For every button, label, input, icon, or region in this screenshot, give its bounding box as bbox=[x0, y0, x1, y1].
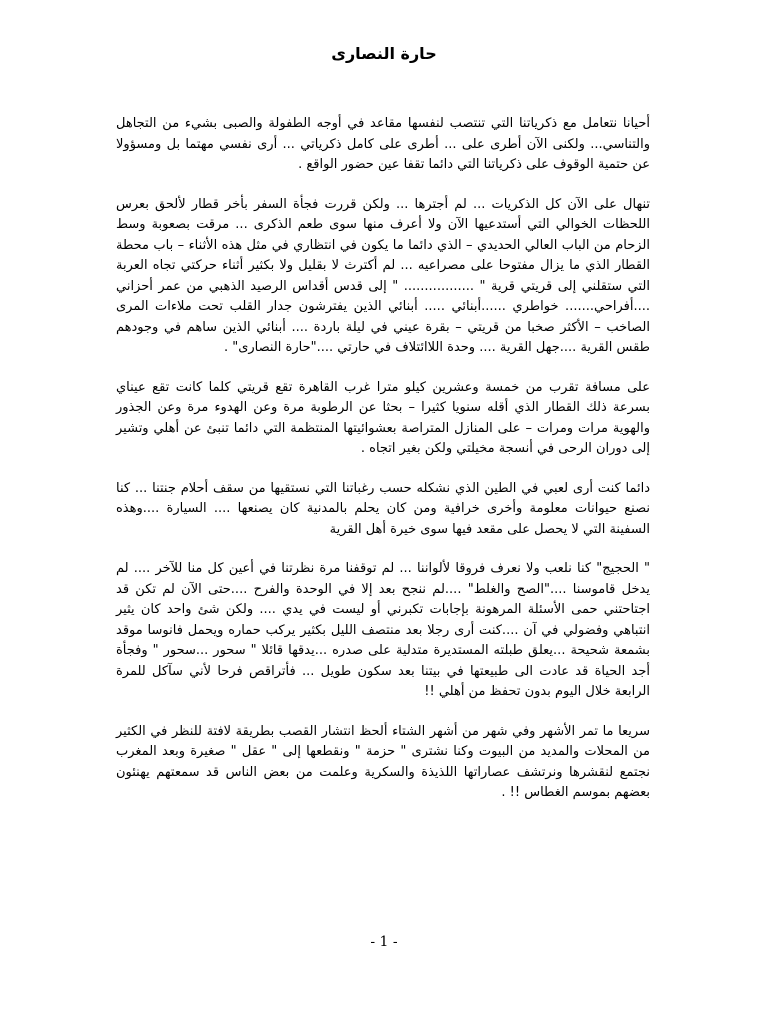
document-title: حارة النصارى bbox=[331, 44, 437, 63]
paragraph: دائما كنت أرى لعبي في الطين الذي نشكله حسب رغباتنا التي نستقيها من سقف أحلام جنتنا ... كنا نصنع حيوانات معلومة وأخرى خرافية ومن كان يحلم بالمدنية كان يصنعها .... السيارة ....وهذه السفينة التي لا يحصل على مقعد فيها سوى خيرة أهل القرية bbox=[116, 480, 650, 537]
page-number: - 1 - bbox=[370, 934, 398, 950]
document-body bbox=[116, 114, 650, 823]
paragraph: " الحجيج" كنا نلعب ولا نعرف فروقا لألواننا ... لم توقفنا مرة نظرتنا في أعين كل منا للآخر .... لم يدخل قاموسنا ...."الصح والغلط" ....لم ننجح بعد إلا في الوحدة والفرح ....حتى الآن لم تكن قد اجتاحتني حمى الأسئلة المرهونة بإجابات تكبرني أو ليست في يدي .... ولكن شئ واحد كان يثير انتباهي وفضولي في آن ....كنت أرى رجلا بعد منتصف الليل بكثير يركب حماره ويحمل فانوسا موقد بشمعة شحيحة ...يعلق طبلته المستديرة متدلية على صدره ...يدقها قائلا " سحور ...سحور " وفجأة أجد الحياة قد عادت الى طبيعتها في بيتنا بعد سكون طويل ... فأتراقص فرحا لأني سآكل للمرة الرابعة خلال اليوم بدون تحفظ من أهلي !! bbox=[116, 561, 650, 699]
paragraph: على مسافة تقرب من خمسة وعشرين كيلو مترا غرب القاهرة تقع قريتي كلما كانت تقع عيناي بسرعة ذلك القطار الذي أقله سنويا كثيرا – بحثا عن الرطوبة مرة وعن الهدوء مرة وعن الجذور والهوية مرات ومرات – على المنازل المتراصة بعشوائيتها المنتظمة التي دائما تنبئ عن أهلي وتشير إلى دوران الرحى في أنسجة مخيلتي ولكن بغير اتجاه . bbox=[116, 379, 650, 456]
paragraph: سريعا ما تمر الأشهر وفي شهر من أشهر الشتاء ألحظ انتشار القصب بطريقة لافتة للنظر في الكثير من المحلات والمديد من البيوت وكنا نشترى " حزمة " ونقطعها إلى " عقل " صغيرة وبعد المغرب نجتمع لنقشرها ونرتشف عصاراتها اللذيذة والسكرية وعلمت من بعض الناس قد سمعتهم يهنئون بعضهم بموسم الغطاس !! . bbox=[116, 723, 650, 800]
paragraph: أحيانا نتعامل مع ذكرياتنا التي تنتصب لنفسها مقاعد في أوجه الطفولة والصبى بشيء من التجاهل والتناسي... ولكنى الآن أطرى على ... أطرى على كامل ذكرياتي ... أرى نفسي مهتما بل ومسؤولا عن حتمية الوقوف على ذكرياتنا التي دائما تقفا عين حضور الواقع . bbox=[116, 116, 650, 172]
paragraph: تنهال على الآن كل الذكريات ... لم أجترها ... ولكن قررت فجأة السفر بأخر قطار لألحق بعرس اللحظات الخوالي التي أستدعيها الآن ولا أعرف منها سوى طعم الذكرى ... مرقت بصعوبة وسط الزحام من الباب العالي الحديدي – الذي دائما ما يكون في انتظاري في مثل هذه الأثناء – باب محطة القطار الذي ما يزال مفتوحا على مصراعيه ... لم أكترث لا بقليل ولا بكثير أثناء حركتي تجاه العربة التي ستقلني إلى قريتي قرية " ................. " إلى قدس أقداس الرصيد الذهبي من عمر أحزاني ....أفراحي....... خواطري ......أبنائي ..... أبنائي الذين يفترشون جدار القلب تحت ملاءات المرى الصاخب – الأكثر صخبا من قريتي – بقرة عيني في ليلة باردة .... أبنائي الذين ساهم في وجودهم طقس القرية ....جهل القرية .... وحدة اللاائتلاف في حارتي ...."حارة النصارى" . bbox=[116, 196, 650, 355]
